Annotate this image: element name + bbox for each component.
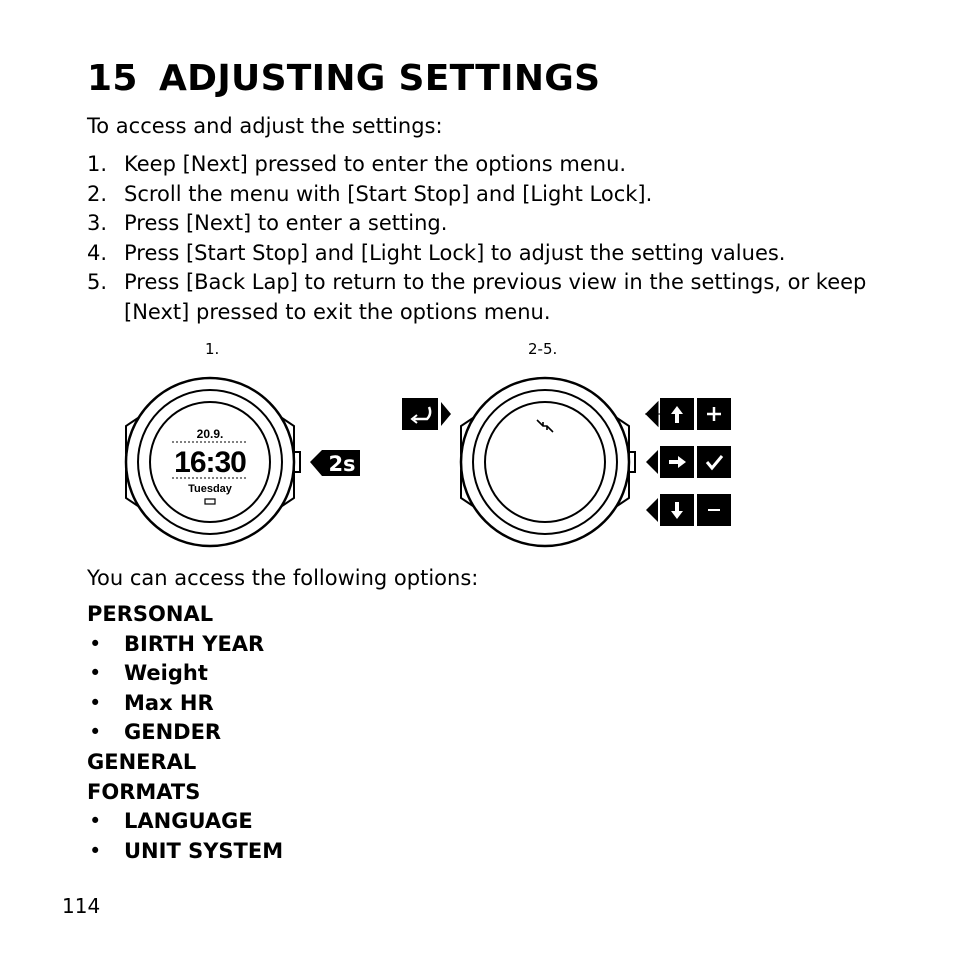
options-bullet-item: [87, 807, 283, 837]
watch-right: [461, 378, 635, 546]
option-label: GENDER: [124, 720, 222, 745]
step-number: 2.: [87, 181, 108, 206]
step-number: 1.: [87, 152, 108, 176]
section-heading: [87, 58, 600, 99]
option-label: LANGUAGE: [124, 809, 253, 834]
step-item: [87, 150, 887, 180]
steps-list: [87, 150, 887, 327]
options-bullet-item: [87, 659, 283, 689]
option-label: UNIT SYSTEM: [124, 838, 284, 863]
options-list: [87, 600, 283, 866]
step-text: Scroll the menu with [Start Stop] and [Light Lock].: [124, 181, 653, 206]
hold-badge-text: 2s: [328, 452, 356, 476]
right-arrow-icon: [646, 446, 694, 478]
hold-badge: [310, 450, 360, 476]
option-label: Weight: [124, 661, 208, 686]
bullet-dot: •: [89, 809, 102, 834]
step-number: 4.: [87, 240, 108, 265]
step-text: Press [Back Lap] to return to the previous view in the settings, or keep [Next] pressed to exit the options menu.: [124, 270, 867, 324]
section-number: 15: [87, 58, 138, 99]
options-header: FORMATS: [87, 779, 201, 804]
bullet-dot: •: [89, 720, 102, 745]
options-bullet-item: [87, 689, 283, 719]
watch-left: [126, 378, 300, 546]
step-text: Press [Start Stop] and [Light Lock] to adjust the setting values.: [124, 240, 786, 265]
options-bullet-item: [87, 837, 283, 867]
bullet-dot: •: [89, 838, 102, 863]
section-title: ADJUSTING SETTINGS: [159, 58, 601, 99]
step-item: [87, 209, 887, 239]
step-item: [87, 239, 887, 269]
options-intro: You can access the following options:: [87, 566, 479, 590]
bullet-dot: •: [89, 661, 102, 686]
watch-date: 20.9.: [196, 427, 224, 441]
step-item: [87, 268, 887, 327]
intro-text: To access and adjust the settings:: [87, 114, 443, 138]
options-bullet-item: [87, 718, 283, 748]
check-icon: [697, 446, 731, 478]
step-number: 3.: [87, 211, 108, 235]
options-header: GENERAL: [87, 749, 197, 774]
bullet-dot: •: [89, 631, 102, 656]
step-number: 5.: [87, 270, 108, 294]
step-text: Press [Next] to enter a setting.: [124, 211, 448, 235]
figure-label-1: 1.: [205, 340, 220, 358]
watch-illustration: [110, 370, 750, 560]
step-text: Keep [Next] pressed to enter the options menu.: [124, 152, 627, 176]
step-item: [87, 180, 887, 210]
options-bullet-item: [87, 630, 283, 660]
watch-day: Tuesday: [188, 483, 232, 495]
back-icon: [402, 398, 451, 430]
figure-label-2: 2-5.: [528, 340, 558, 358]
bullet-dot: •: [89, 690, 102, 715]
options-header: PERSONAL: [87, 602, 214, 626]
down-arrow-icon: [646, 494, 694, 526]
option-label: BIRTH YEAR: [124, 631, 265, 656]
minus-icon: [697, 494, 731, 526]
option-label: Max HR: [124, 690, 214, 715]
up-arrow-icon: [645, 398, 694, 430]
page-number: 114: [62, 894, 101, 918]
watch-bezel: [461, 378, 629, 546]
watch-time: 16:30: [174, 446, 246, 479]
plus-icon: [697, 398, 731, 430]
